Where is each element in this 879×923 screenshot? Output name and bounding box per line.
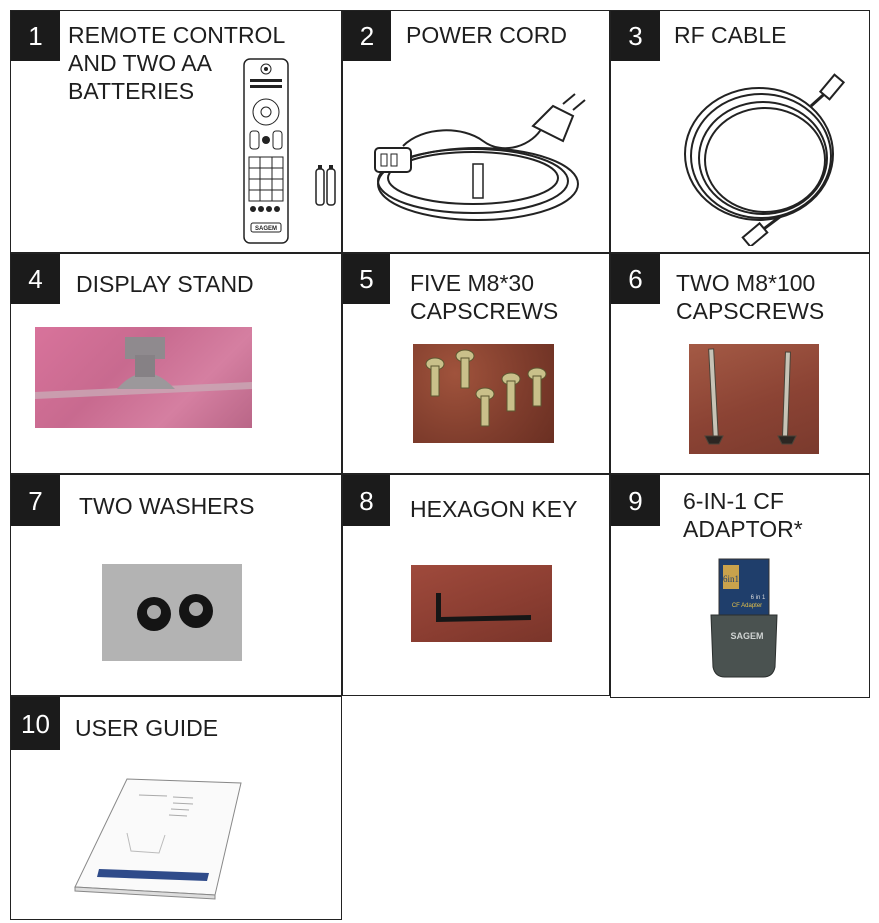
item-cell-9 xyxy=(610,474,870,698)
item-number: 8 xyxy=(343,475,390,526)
item-number: 3 xyxy=(611,11,660,61)
item-title: RF CABLE xyxy=(674,22,787,48)
item-title: USER GUIDE xyxy=(75,715,219,741)
item-cell-5 xyxy=(342,253,610,474)
display-stand-photo xyxy=(35,327,252,428)
adaptor-brand: SAGEM xyxy=(730,631,764,641)
item-cell-10 xyxy=(10,696,342,920)
item-title: 6-IN-1 CF ADAPTOR* xyxy=(683,488,803,542)
cf-adaptor-icon xyxy=(703,555,783,680)
hexagon-key-photo xyxy=(411,565,552,642)
remote-control-icon xyxy=(239,57,339,247)
item-number: 7 xyxy=(11,475,60,526)
item-number: 1 xyxy=(11,11,60,61)
item-cell-2 xyxy=(342,10,610,253)
item-cell-8 xyxy=(342,474,610,696)
adaptor-logo: 6in1 xyxy=(722,574,740,584)
user-guide-icon xyxy=(69,775,249,903)
item-cell-7 xyxy=(10,474,342,696)
item-number: 6 xyxy=(611,254,660,304)
item-title: FIVE M8*30 CAPSCREWS xyxy=(410,270,559,324)
item-cell-6 xyxy=(610,253,870,474)
item-number: 10 xyxy=(11,697,60,750)
item-number: 4 xyxy=(11,254,60,304)
item-title: HEXAGON KEY xyxy=(410,496,578,522)
remote-brand: SAGEM xyxy=(254,226,278,232)
item-cell-4 xyxy=(10,253,342,474)
rf-cable-icon xyxy=(681,66,861,246)
adaptor-label: 6 in 1 xyxy=(750,595,766,601)
capscrews-photo xyxy=(413,344,554,443)
item-title: TWO WASHERS xyxy=(79,493,255,519)
item-number: 9 xyxy=(611,475,660,526)
power-cord-icon xyxy=(363,86,591,226)
item-number: 2 xyxy=(343,11,391,61)
item-title: REMOTE CONTROL AND TWO AA BATTERIES xyxy=(68,22,286,104)
washers-photo xyxy=(102,564,242,661)
adaptor-sublabel: CF Adapter xyxy=(731,603,763,609)
item-title: DISPLAY STAND xyxy=(76,271,254,297)
item-cell-1 xyxy=(10,10,342,253)
item-number: 5 xyxy=(343,254,390,304)
item-cell-3 xyxy=(610,10,870,253)
item-title: TWO M8*100 CAPSCREWS xyxy=(676,270,825,324)
item-title: POWER CORD xyxy=(406,22,567,48)
long-capscrews-photo xyxy=(689,344,819,454)
